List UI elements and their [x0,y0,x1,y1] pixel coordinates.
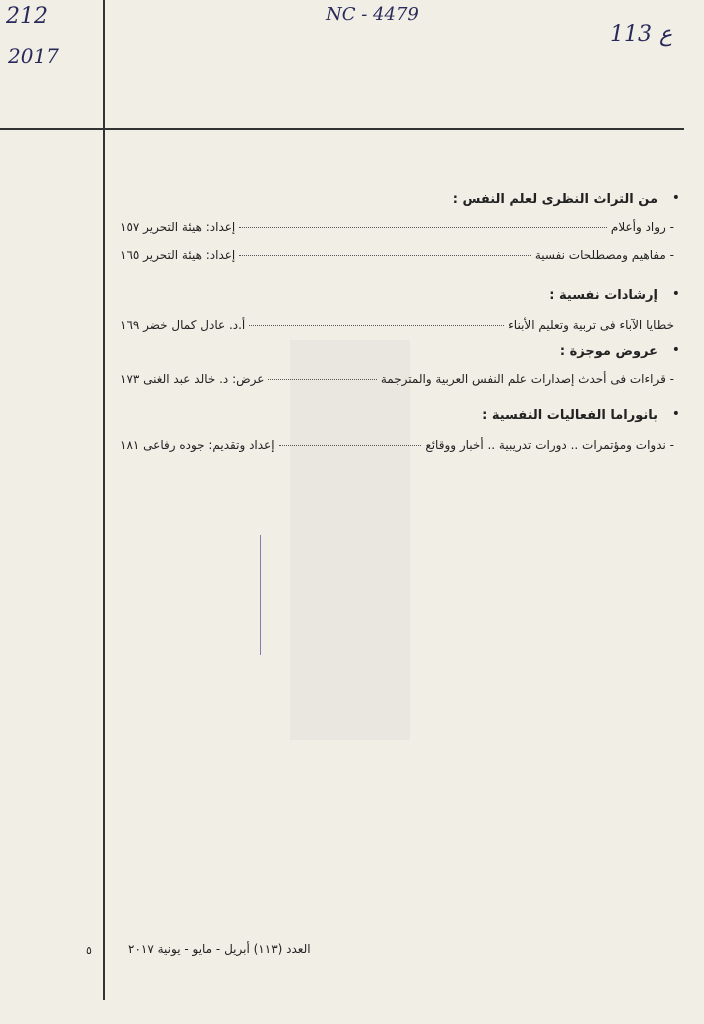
handwritten-issue-number: 113 ع [610,22,673,47]
bullet-icon: • [671,406,680,422]
bullet-icon: • [671,190,680,206]
toc-entry [120,318,674,332]
entry-title: - رواد وأعلام [610,220,674,234]
entry-author-page: أ.د. عادل كمال خضر ١٦٩ [120,318,246,332]
leader-dots [268,379,376,380]
section-title: من التراث النظرى لعلم النفس : [452,192,658,207]
toc-entry [120,438,674,452]
section-title: إرشادات نفسية : [549,288,658,303]
handwritten-catalog-number: NC - 4479 [326,4,419,25]
leader-dots [239,227,607,228]
bleed-through-shadow [290,340,410,740]
entry-author-page: عرض: د. خالد عبد الغنى ١٧٣ [120,372,265,386]
handwritten-note-year: 2017 [8,44,59,68]
footer-issue-info: العدد (١١٣) أبريل - مايو - يونية ٢٠١٧ [128,942,311,956]
section-title: عروض موجزة : [559,344,658,359]
bullet-icon: • [671,342,680,358]
entry-title: خطايا الآباء فى تربية وتعليم الأبناء [508,318,674,332]
toc-entry [120,248,674,262]
vertical-rule [103,0,105,1000]
ink-mark [260,535,261,655]
entry-author-page: إعداد: هيئة التحرير ١٦٥ [120,248,236,262]
entry-title: - مفاهيم ومصطلحات نفسية [534,248,674,262]
page-number: ٥ [86,944,92,957]
leader-dots [279,445,422,446]
horizontal-rule [0,128,684,130]
handwritten-note-212: 212 [6,4,48,29]
entry-author-page: إعداد وتقديم: جوده رفاعى ١٨١ [120,438,275,452]
bullet-icon: • [671,286,680,302]
entry-author-page: إعداد: هيئة التحرير ١٥٧ [120,220,236,234]
entry-title: - ندوات ومؤتمرات .. دورات تدريبية .. أخبار ووقائع [425,438,674,452]
toc-entry [120,372,674,386]
leader-dots [239,255,531,256]
toc-entry [120,220,674,234]
section-title: بانوراما الفعاليات النفسية : [482,408,658,423]
leader-dots [249,325,504,326]
entry-title: - قراءات فى أحدث إصدارات علم النفس العربية والمترجمة [380,372,674,386]
